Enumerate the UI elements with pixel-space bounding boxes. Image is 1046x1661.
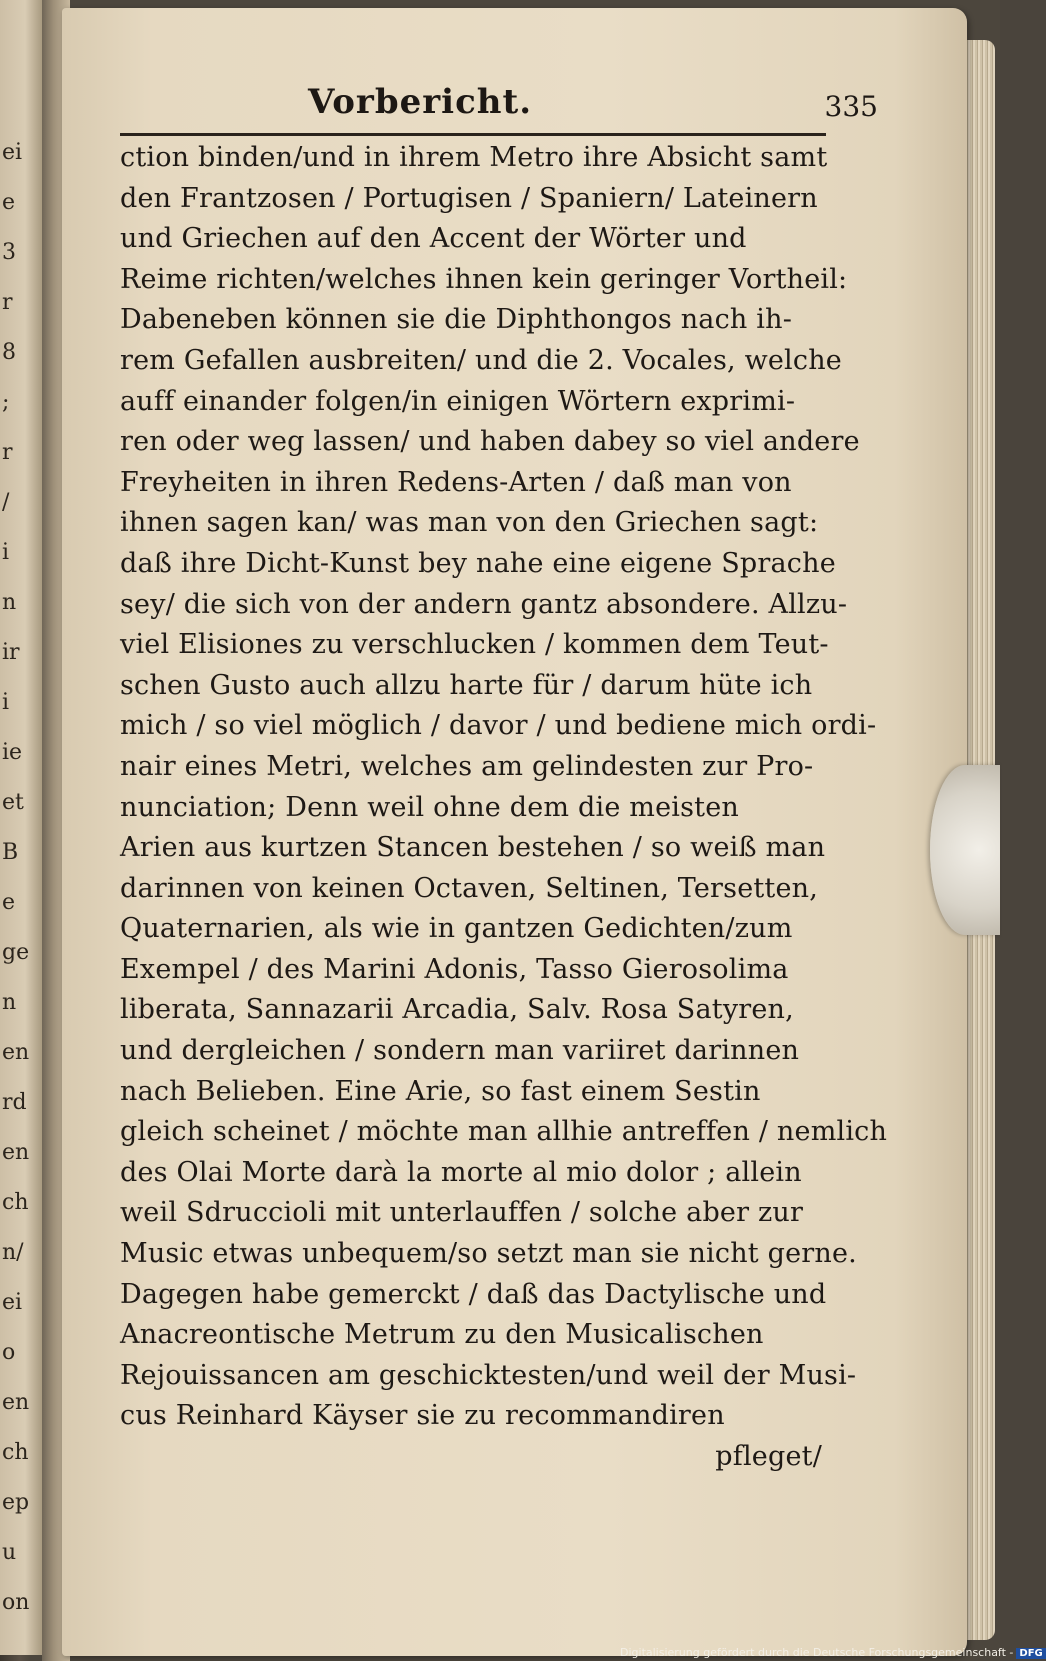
left-page-fragment: r xyxy=(2,440,13,465)
text-line: Anacreontische Metrum zu den Musicalischen xyxy=(120,1319,764,1351)
page-clip xyxy=(930,765,1000,935)
text-line: pfleget/ xyxy=(715,1441,822,1472)
text-line: nunciation; Denn weil ohne dem die meisten xyxy=(120,791,739,823)
credit-text: Digitalisierung gefördert durch die Deutsche Forschungsgemeinschaft - xyxy=(620,1646,1014,1659)
left-page-fragment: en xyxy=(2,1140,30,1165)
left-page-fragment: ie xyxy=(2,740,23,765)
text-line: sey/ die sich von der andern gantz absondere. Allzu- xyxy=(120,588,848,620)
text-line: den Frantzosen / Portugisen / Spaniern/ Lateinern xyxy=(120,182,818,214)
text-line: auff einander folgen/in einigen Wörtern exprimi- xyxy=(120,385,796,417)
left-facing-page xyxy=(0,0,42,1655)
text-line: rem Gefallen ausbreiten/ und die 2. Vocales, welche xyxy=(120,344,842,376)
text-line: viel Elisiones zu verschlucken / kommen dem Teut- xyxy=(120,629,829,661)
text-line: cus Reinhard Käyser sie zu recommandiren xyxy=(120,1400,725,1432)
left-page-fragment: ei xyxy=(2,140,23,165)
left-page-fragment: 8 xyxy=(2,340,16,365)
page-number: 335 xyxy=(824,90,878,123)
text-line: Reime richten/welches ihnen kein geringer Vortheil: xyxy=(120,263,848,295)
left-page-fragment: u xyxy=(2,1540,17,1565)
text-line: und Griechen auf den Accent der Wörter und xyxy=(120,223,747,255)
text-line: gleich scheinet / möchte man allhie antreffen / nemlich xyxy=(120,1116,888,1148)
left-page-fragment: et xyxy=(2,790,24,815)
text-line: des Olai Morte darà la morte al mio dolor ; allein xyxy=(120,1156,802,1188)
running-head: Vorbericht. xyxy=(308,82,533,122)
text-line: schen Gusto auch allzu harte für / darum hüte ich xyxy=(120,669,813,701)
left-page-fragment: r xyxy=(2,290,13,315)
text-line: Dabeneben können sie die Diphthongos nach ih- xyxy=(120,304,793,336)
left-page-fragment: o xyxy=(2,1340,16,1365)
left-page-fragment: n xyxy=(2,990,17,1015)
left-page-fragment: ep xyxy=(2,1490,30,1515)
left-page-fragment: ch xyxy=(2,1440,29,1465)
text-line: weil Sdruccioli mit unterlauffen / solche aber zur xyxy=(120,1197,804,1229)
text-line: liberata, Sannazarii Arcadia, Salv. Rosa Satyren, xyxy=(120,994,794,1026)
left-page-fragment: rd xyxy=(2,1090,27,1115)
header-rule xyxy=(120,133,826,136)
dfg-logo: DFG xyxy=(1016,1648,1045,1659)
text-line: ction binden/und in ihrem Metro ihre Absicht samt xyxy=(120,142,828,173)
page-header xyxy=(268,82,888,128)
text-line: Exempel / des Marini Adonis, Tasso Gierosolima xyxy=(120,953,789,985)
left-page-fragment: ge xyxy=(2,940,30,965)
text-line: nair eines Metri, welches am gelindesten zur Pro- xyxy=(120,750,814,782)
text-line: daß ihre Dicht-Kunst bey nahe eine eigene Sprache xyxy=(120,547,836,579)
text-line: ihnen sagen kan/ was man von den Griechen sagt: xyxy=(120,507,819,539)
text-line: Rejouissancen am geschicktesten/und weil der Musi- xyxy=(120,1359,857,1391)
text-line: darinnen von keinen Octaven, Seltinen, Tersetten, xyxy=(120,872,819,904)
text-line: mich / so viel möglich / davor / und bediene mich ordi- xyxy=(120,710,877,742)
text-line: Music etwas unbequem/so setzt man sie nicht gerne. xyxy=(120,1238,857,1270)
left-page-fragment: e xyxy=(2,890,16,915)
text-line: Freyheiten in ihren Redens-Arten / daß man von xyxy=(120,466,792,498)
left-page-fragment: ch xyxy=(2,1190,29,1215)
left-page-fragment: en xyxy=(2,1390,30,1415)
left-page-fragment: 3 xyxy=(2,240,16,265)
left-page-fragment: en xyxy=(2,1040,30,1065)
left-page-fragment: ; xyxy=(2,390,10,415)
text-line: nach Belieben. Eine Arie, so fast einem Sestin xyxy=(120,1075,761,1107)
left-page-fragment: e xyxy=(2,190,16,215)
digitization-credit xyxy=(620,1646,1046,1659)
text-line: und dergleichen / sondern man variiret darinnen xyxy=(120,1035,800,1067)
left-page-fragment: i xyxy=(2,690,10,715)
left-page-fragment: i xyxy=(2,540,10,565)
text-line: ren oder weg lassen/ und haben dabey so viel andere xyxy=(120,426,860,458)
left-page-fragment: ir xyxy=(2,640,20,665)
body-text xyxy=(120,138,888,1478)
left-page-fragment: ei xyxy=(2,1290,23,1315)
left-page-fragment: on xyxy=(2,1590,30,1615)
text-line: Arien aus kurtzen Stancen bestehen / so weiß man xyxy=(120,832,826,864)
text-line: Dagegen habe gemerckt / daß das Dactylische und xyxy=(120,1278,827,1310)
left-page-fragment: n/ xyxy=(2,1240,24,1265)
text-line: Quaternarien, als wie in gantzen Gedichten/zum xyxy=(120,913,793,945)
left-page-fragment: / xyxy=(2,490,10,515)
left-page-fragment: B xyxy=(2,840,19,865)
left-page-fragment: n xyxy=(2,590,17,615)
